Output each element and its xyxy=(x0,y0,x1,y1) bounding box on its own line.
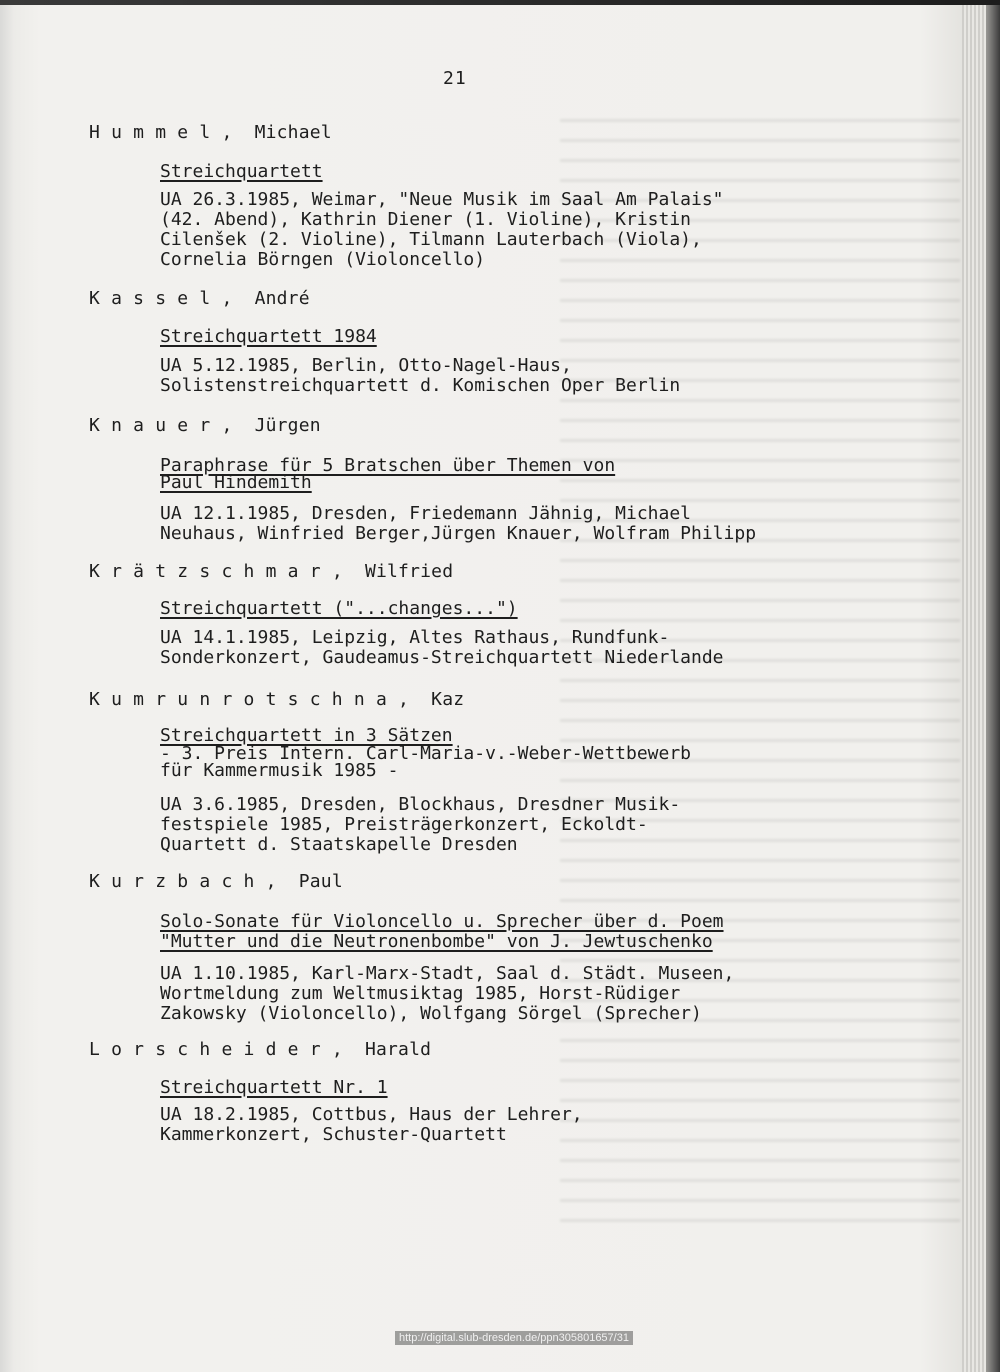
composer-given-name: André xyxy=(254,288,310,309)
composer-given-name: Wilfried xyxy=(364,561,454,582)
composer-heading: K u m r u n r o t s c h n a , Kaz xyxy=(89,689,465,710)
work-title: Streichquartett 1984 xyxy=(160,326,377,347)
composer-heading: K u r z b a c h , Paul xyxy=(89,871,343,892)
composer-surname: K a s s e l xyxy=(89,288,211,309)
composer-given-name: Paul xyxy=(298,871,343,892)
composer-heading: K n a u e r , Jürgen xyxy=(89,415,321,436)
composer-given-name: Jürgen xyxy=(254,415,321,436)
premiere-details: UA 5.12.1985, Berlin, Otto-Nagel-Haus, Solistenstreichquartett d. Komischen Oper Berlin xyxy=(160,355,681,396)
source-url-watermark: http://digital.slub-dresden.de/ppn305801657/31 xyxy=(395,1331,633,1345)
bleed-through-texture xyxy=(560,110,960,1230)
composer-surname: L o r s c h e i d e r xyxy=(89,1039,321,1060)
composer-given-name: Kaz xyxy=(431,689,465,710)
work-title: Streichquartett ("...changes...") xyxy=(160,598,518,619)
composer-surname: K u r z b a c h xyxy=(89,871,255,892)
composer-surname: K r ä t z s c h m a r xyxy=(89,561,321,582)
premiere-details: UA 26.3.1985, Weimar, "Neue Musik im Saal Am Palais" (42. Abend), Kathrin Diener (1. Violine), Kristin Cilenšek (2. Violine), Tilmann Lauterbach (Viola), Cornelia Börngen (Violoncello) xyxy=(160,189,724,270)
premiere-details: UA 14.1.1985, Leipzig, Altes Rathaus, Rundfunk- Sonderkonzert, Gaudeamus-Streichquartett Niederlande xyxy=(160,627,724,668)
composer-surname: H u m m e l xyxy=(89,122,211,143)
work-title: Streichquartett in 3 Sätzen xyxy=(160,725,453,746)
premiere-details: UA 18.2.1985, Cottbus, Haus der Lehrer, Kammerkonzert, Schuster-Quartett xyxy=(160,1104,583,1145)
premiere-details: UA 3.6.1985, Dresden, Blockhaus, Dresdner Musik- festspiele 1985, Preisträgerkonzert, Eckoldt- Quartett d. Staatskapelle Dresden xyxy=(160,794,681,855)
composer-heading: K a s s e l , André xyxy=(89,288,310,309)
work-title: Streichquartett Nr. 1 xyxy=(160,1077,388,1098)
scan-border xyxy=(0,0,1000,5)
book-page-edges xyxy=(962,0,1000,1372)
award-note: - 3. Preis Intern. Carl-Maria-v.-Weber-Wettbewerb für Kammermusik 1985 - xyxy=(160,743,692,781)
composer-heading: L o r s c h e i d e r , Harald xyxy=(89,1039,432,1060)
composer-surname: K u m r u n r o t s c h n a xyxy=(89,689,387,710)
composer-given-name: Harald xyxy=(364,1039,432,1060)
composer-surname: K n a u e r xyxy=(89,415,211,436)
work-title: Streichquartett xyxy=(160,161,323,182)
page-number: 21 xyxy=(443,68,467,89)
composer-heading: H u m m e l , Michael xyxy=(89,122,332,143)
premiere-details: UA 12.1.1985, Dresden, Friedemann Jähnig, Michael Neuhaus, Winfried Berger,Jürgen Knauer, Wolfram Philipp xyxy=(160,503,757,544)
work-title: Paraphrase für 5 Bratschen über Themen von Paul Hindemith xyxy=(160,455,616,493)
composer-heading: K r ä t z s c h m a r , Wilfried xyxy=(89,561,454,582)
work-title: Solo-Sonate für Violoncello u. Sprecher über d. Poem "Mutter und die Neutronenbombe" von J. Jewtuschenko xyxy=(160,911,724,952)
premiere-details: UA 1.10.1985, Karl-Marx-Stadt, Saal d. Städt. Museen, Wortmeldung zum Weltmusiktag 1985, Horst-Rüdiger Zakowsky (Violoncello), Wolfgang Sörgel (Sprecher) xyxy=(160,963,735,1024)
composer-given-name: Michael xyxy=(254,122,332,143)
